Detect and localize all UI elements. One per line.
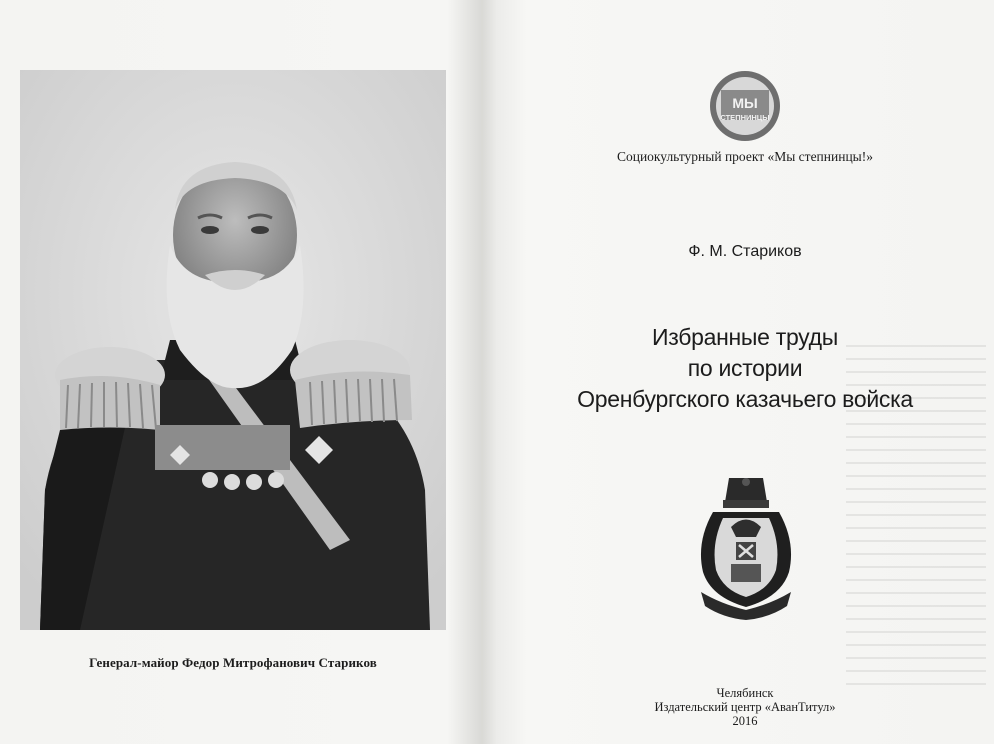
portrait-caption: Генерал-майор Федор Митрофанович Стариков: [89, 655, 377, 670]
logo-text-bottom: СТЕПНИНЦЫ: [720, 113, 770, 122]
portrait-illustration: [20, 70, 446, 630]
imprint-city: Челябинск: [716, 686, 774, 700]
imprint-publisher: Издательский центр «АванТитул»: [654, 700, 836, 714]
imprint-block: [496, 686, 994, 728]
imprint-year: 2016: [732, 714, 758, 728]
left-page: [0, 0, 488, 744]
right-page: [496, 0, 994, 744]
title-line-3: Оренбургского казачьего войска: [577, 386, 913, 412]
title-line-2: по истории: [687, 355, 803, 381]
project-logo: [709, 70, 781, 142]
portrait-photo: [20, 70, 446, 630]
project-name: Социокультурный проект «Мы степнинцы!»: [616, 149, 874, 164]
book-title: [496, 322, 994, 415]
cossack-emblem: [691, 472, 801, 622]
logo-text-top: МЫ: [732, 95, 758, 111]
author-name: Ф. М. Стариков: [688, 243, 802, 260]
title-line-1: Избранные труды: [652, 324, 838, 350]
